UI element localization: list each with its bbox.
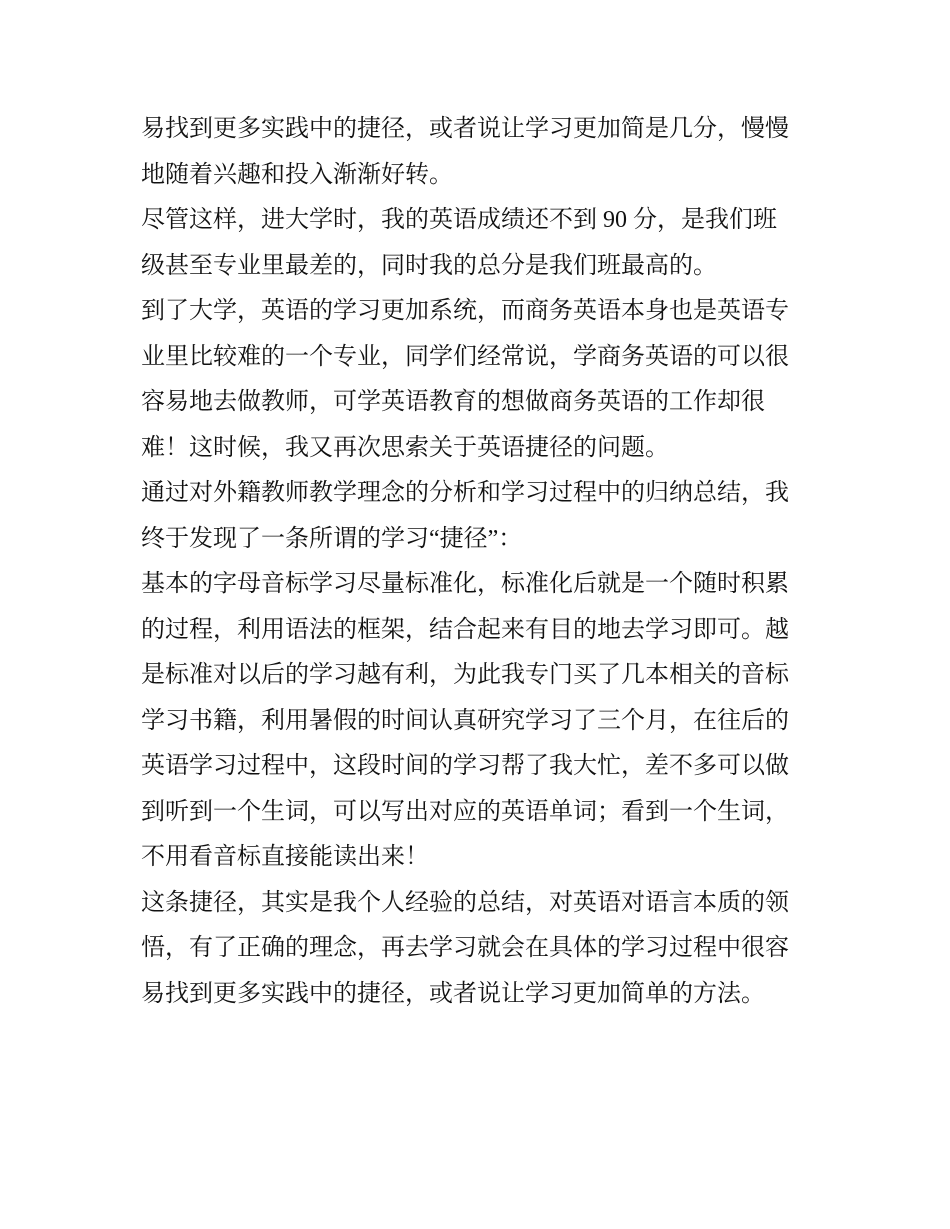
text-line: 不用看音标直接能读出来！	[141, 844, 429, 870]
document-body	[141, 107, 813, 1017]
text-line: 终于发现了一条所谓的学习“捷径”：	[141, 525, 523, 552]
text-line: 业里比较难的一个专业，同学们经常说，学商务英语的可以很	[141, 343, 789, 370]
text-line: 难！这时候，我又再次思索关于英语捷径的问题。	[141, 434, 669, 461]
text-line: 易找到更多实践中的捷径，或者说让学习更加简单的方法。	[141, 980, 765, 1007]
text-line: 这条捷径，其实是我个人经验的总结，对英语对语言本质的领	[141, 889, 789, 916]
text-line: 通过对外籍教师教学理念的分析和学习过程中的归纳总结，我	[141, 480, 789, 506]
text-line: 尽管这样，进大学时，我的英语成绩还不到 90 分，是我们班	[141, 207, 777, 233]
text-line: 级甚至专业里最差的，同时我的总分是我们班最高的。	[141, 252, 717, 279]
text-line: 到了大学，英语的学习更加系统，而商务英语本身也是英语专	[141, 298, 789, 324]
text-line: 到听到一个生词，可以写出对应的英语单词；看到一个生词，	[141, 798, 789, 825]
text-line: 学习书籍，利用暑假的时间认真研究学习了三个月，在往后的	[141, 707, 789, 734]
text-line: 地随着兴趣和投入渐渐好转。	[141, 161, 453, 188]
text-line: 易找到更多实践中的捷径，或者说让学习更加简是几分，慢慢	[141, 116, 789, 142]
text-line: 悟，有了正确的理念，再去学习就会在具体的学习过程中很容	[141, 935, 789, 961]
text-line: 是标准对以后的学习越有利，为此我专门买了几本相关的音标	[141, 662, 789, 688]
text-line: 的过程，利用语法的框架，结合起来有目的地去学习即可。越	[141, 616, 789, 643]
text-line: 英语学习过程中，这段时间的学习帮了我大忙，差不多可以做	[141, 753, 789, 779]
text-line: 基本的字母音标学习尽量标准化，标准化后就是一个随时积累	[141, 571, 789, 597]
text-line: 容易地去做教师，可学英语教育的想做商务英语的工作却很	[141, 389, 765, 415]
